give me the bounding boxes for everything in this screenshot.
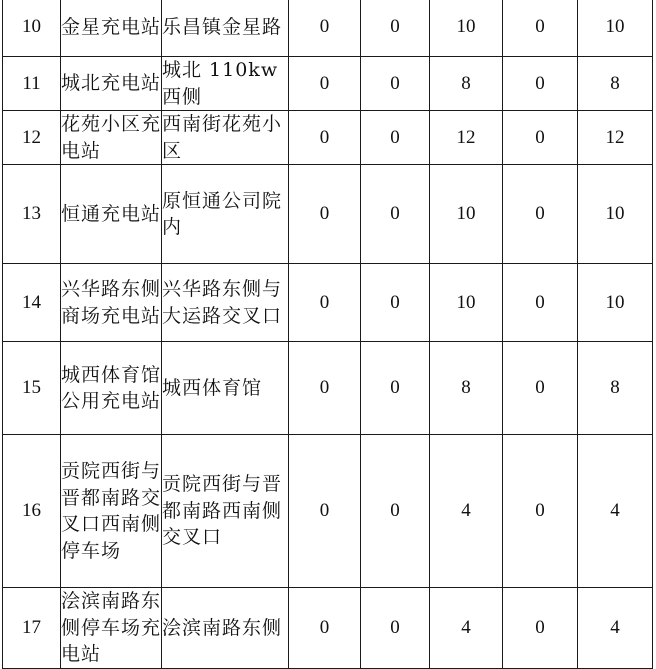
station-name: 城北充电站 (61, 57, 162, 111)
count-cell: 8 (430, 57, 503, 111)
row-index: 13 (3, 165, 61, 264)
count-cell: 4 (430, 588, 503, 669)
row-index: 16 (3, 435, 61, 588)
station-location: 原恒通公司院内 (162, 165, 289, 264)
count-cell: 0 (289, 264, 361, 342)
count-cell: 4 (430, 435, 503, 588)
count-cell: 0 (289, 435, 361, 588)
row-index: 11 (3, 57, 61, 111)
count-cell: 10 (430, 165, 503, 264)
count-cell: 0 (361, 588, 430, 669)
total-cell: 8 (578, 57, 653, 111)
count-cell: 0 (289, 0, 361, 57)
station-name: 贡院西街与晋都南路交叉口西南侧停车场 (61, 435, 162, 588)
count-cell: 0 (289, 57, 361, 111)
total-cell: 4 (578, 435, 653, 588)
count-cell: 0 (289, 588, 361, 669)
station-location: 贡院西街与晋都南路西南侧交叉口 (162, 435, 289, 588)
count-cell: 0 (361, 264, 430, 342)
station-location: 城北 110kw 西侧 (162, 57, 289, 111)
row-index: 15 (3, 342, 61, 435)
count-cell: 0 (503, 57, 578, 111)
count-cell: 0 (361, 342, 430, 435)
total-cell: 8 (578, 342, 653, 435)
station-name: 浍滨南路东侧停车场充电站 (61, 588, 162, 669)
table-row (3, 0, 653, 57)
table-row (3, 342, 653, 435)
total-cell: 12 (578, 111, 653, 165)
count-cell: 8 (430, 342, 503, 435)
count-cell: 0 (289, 111, 361, 165)
count-cell: 0 (503, 111, 578, 165)
count-cell: 0 (361, 0, 430, 57)
count-cell: 10 (430, 264, 503, 342)
table-row (3, 264, 653, 342)
total-cell: 10 (578, 165, 653, 264)
total-cell: 10 (578, 264, 653, 342)
station-location: 浍滨南路东侧 (162, 588, 289, 669)
count-cell: 0 (361, 57, 430, 111)
count-cell: 0 (503, 0, 578, 57)
count-cell: 0 (361, 111, 430, 165)
total-cell: 4 (578, 588, 653, 669)
count-cell: 0 (361, 165, 430, 264)
row-index: 14 (3, 264, 61, 342)
count-cell: 0 (503, 165, 578, 264)
row-index: 12 (3, 111, 61, 165)
station-location: 城西体育馆 (162, 342, 289, 435)
count-cell: 0 (289, 165, 361, 264)
row-index: 10 (3, 0, 61, 57)
station-name: 恒通充电站 (61, 165, 162, 264)
count-cell: 0 (289, 342, 361, 435)
table-row (3, 435, 653, 588)
station-name: 金星充电站 (61, 0, 162, 57)
count-cell: 0 (503, 264, 578, 342)
count-cell: 0 (503, 435, 578, 588)
count-cell: 10 (430, 0, 503, 57)
table-row (3, 57, 653, 111)
station-location: 西南街花苑小区 (162, 111, 289, 165)
table-row (3, 588, 653, 669)
row-index: 17 (3, 588, 61, 669)
station-name: 兴华路东侧商场充电站 (61, 264, 162, 342)
count-cell: 0 (503, 588, 578, 669)
station-location: 乐昌镇金星路 (162, 0, 289, 57)
table-row (3, 111, 653, 165)
count-cell: 0 (503, 342, 578, 435)
table-row (3, 165, 653, 264)
station-name: 城西体育馆公用充电站 (61, 342, 162, 435)
station-location: 兴华路东侧与大运路交叉口 (162, 264, 289, 342)
station-name: 花苑小区充电站 (61, 111, 162, 165)
charging-station-table (2, 0, 653, 669)
total-cell: 10 (578, 0, 653, 57)
count-cell: 12 (430, 111, 503, 165)
count-cell: 0 (361, 435, 430, 588)
